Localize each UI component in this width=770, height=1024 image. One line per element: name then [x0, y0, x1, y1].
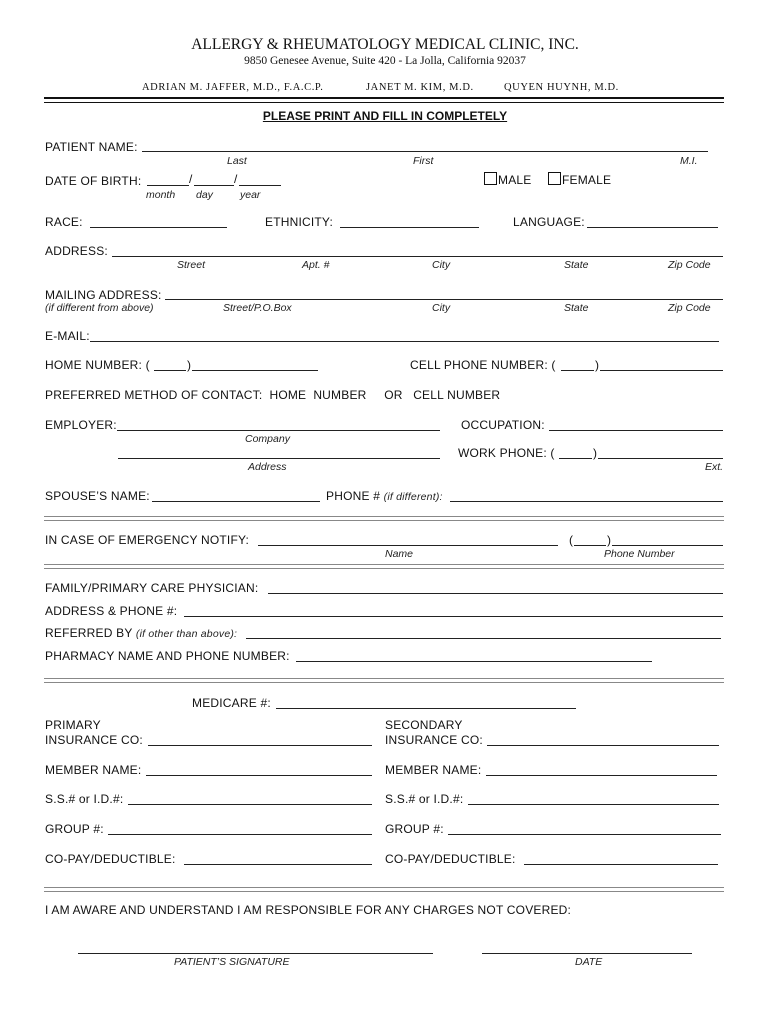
emergency-sub-name: Name — [385, 548, 414, 560]
emergency-area-code-field[interactable] — [574, 545, 606, 546]
clinic-name: ALLERGY & RHEUMATOLOGY MEDICAL CLINIC, INC. — [191, 36, 579, 53]
emergency-paren-open: ( — [569, 533, 574, 547]
spouse-name-label: SPOUSE’S NAME: — [45, 489, 150, 503]
doctor-huynh: QUYEN HUYNH, M.D. — [504, 82, 619, 93]
patient-name-label: PATIENT NAME: — [45, 140, 138, 154]
mailing-address-field[interactable] — [165, 299, 723, 300]
signature-label: PATIENT’S SIGNATURE — [174, 956, 290, 968]
home-paren-close: ) — [187, 358, 192, 372]
dob-year-field[interactable] — [239, 185, 281, 186]
dob-sub-year: year — [240, 189, 261, 201]
primary-group-label: GROUP #: — [45, 822, 104, 836]
primary-copay-field[interactable] — [184, 864, 372, 865]
primary-insurance-field[interactable] — [148, 745, 372, 746]
language-label: LANGUAGE: — [513, 215, 585, 229]
secondary-ss-label: S.S.# or I.D.#: — [385, 792, 464, 806]
signature-field[interactable] — [78, 953, 433, 954]
primary-insurance-label: INSURANCE CO: — [45, 733, 143, 747]
section-divider-3 — [44, 678, 724, 683]
emergency-phone-field[interactable] — [612, 545, 723, 546]
cell-number-label: CELL PHONE NUMBER: ( — [410, 358, 556, 372]
pharmacy-label: PHARMACY NAME AND PHONE NUMBER: — [45, 649, 290, 663]
work-phone-sub-ext: Ext. — [705, 461, 724, 473]
section-divider-2 — [44, 564, 724, 569]
mailing-sub-street: Street/P.O.Box — [223, 302, 292, 314]
employer-sub-address: Address — [248, 461, 287, 473]
address-sub-zip: Zip Code — [668, 259, 711, 271]
name-sub-first: First — [413, 155, 434, 167]
primary-copay-label: CO-PAY/DEDUCTIBLE: — [45, 852, 176, 866]
dob-month-field[interactable] — [147, 185, 189, 186]
secondary-group-field[interactable] — [448, 834, 721, 835]
language-field[interactable] — [587, 227, 718, 228]
occupation-field[interactable] — [549, 430, 723, 431]
family-physician-label: FAMILY/PRIMARY CARE PHYSICIAN: — [45, 581, 259, 595]
secondary-heading: SECONDARY — [385, 718, 463, 732]
preferred-contact: PREFERRED METHOD OF CONTACT: HOME NUMBER OR CELL NUMBER — [45, 388, 501, 402]
mailing-address-label: MAILING ADDRESS: — [45, 288, 162, 302]
secondary-insurance-field[interactable] — [487, 745, 719, 746]
acknowledgement-text: I AM AWARE AND UNDERSTAND I AM RESPONSIBLE FOR ANY CHARGES NOT COVERED: — [45, 903, 572, 917]
secondary-member-label: MEMBER NAME: — [385, 763, 482, 777]
referred-by-text: REFERRED BY — [45, 626, 133, 640]
header-rule — [44, 97, 724, 103]
patient-name-field[interactable] — [142, 151, 708, 152]
address-sub-street: Street — [177, 259, 206, 271]
primary-member-field[interactable] — [146, 775, 372, 776]
ethnicity-label: ETHNICITY: — [265, 215, 334, 229]
dob-sep-1: / — [189, 172, 193, 186]
female-option[interactable] — [548, 172, 611, 187]
home-number-field[interactable] — [192, 370, 318, 371]
address-sub-city: City — [432, 259, 451, 271]
primary-ss-label: S.S.# or I.D.#: — [45, 792, 124, 806]
doctor-jaffer: ADRIAN M. JAFFER, M.D., F.A.C.P. — [142, 82, 324, 93]
dob-sub-month: month — [146, 189, 176, 201]
address-sub-apt: Apt. # — [302, 259, 330, 271]
emergency-label: IN CASE OF EMERGENCY NOTIFY: — [45, 533, 250, 547]
spouse-phone-note: (if different): — [383, 491, 443, 503]
mailing-sub-zip: Zip Code — [668, 302, 711, 314]
medicare-field[interactable] — [276, 708, 576, 709]
spouse-name-field[interactable] — [152, 501, 320, 502]
work-phone-field[interactable] — [598, 458, 723, 459]
race-field[interactable] — [90, 227, 227, 228]
work-paren-close: ) — [593, 446, 598, 460]
address-sub-state: State — [564, 259, 589, 271]
referred-by-label[interactable] — [45, 626, 237, 640]
dob-sub-day: day — [196, 189, 213, 201]
home-area-code-field[interactable] — [154, 370, 186, 371]
occupation-label: OCCUPATION: — [461, 418, 545, 432]
work-phone-label: WORK PHONE: ( — [458, 446, 555, 460]
mailing-sub-state: State — [564, 302, 589, 314]
email-label: E-MAIL: — [45, 329, 90, 343]
cell-paren-close: ) — [595, 358, 600, 372]
emergency-sub-phone: Phone Number — [604, 548, 675, 560]
spouse-phone-label[interactable] — [326, 489, 443, 503]
work-area-code-field[interactable] — [559, 458, 592, 459]
primary-ss-field[interactable] — [128, 804, 372, 805]
address-label: ADDRESS: — [45, 244, 108, 258]
primary-group-field[interactable] — [108, 834, 372, 835]
dob-day-field[interactable] — [194, 185, 234, 186]
female-label: FEMALE — [562, 173, 612, 187]
date-field[interactable] — [482, 953, 692, 954]
email-field[interactable] — [90, 341, 719, 342]
spouse-phone-field[interactable] — [450, 501, 723, 502]
employer-label: EMPLOYER: — [45, 418, 117, 432]
secondary-copay-label: CO-PAY/DEDUCTIBLE: — [385, 852, 516, 866]
home-number-label: HOME NUMBER: ( — [45, 358, 150, 372]
date-label: DATE — [575, 956, 603, 968]
family-physician-field[interactable] — [268, 593, 723, 594]
doctor-kim: JANET M. KIM, M.D. — [366, 82, 474, 93]
male-checkbox[interactable] — [484, 172, 497, 185]
mailing-sub-note: (if different from above) — [45, 302, 154, 314]
instruction-heading: PLEASE PRINT AND FILL IN COMPLETELY — [262, 109, 508, 123]
physician-address-field[interactable] — [184, 616, 723, 617]
name-sub-mi: M.I. — [680, 155, 698, 167]
medicare-label: MEDICARE #: — [192, 696, 271, 710]
referred-by-note: (if other than above): — [135, 628, 238, 640]
section-divider-4 — [44, 887, 724, 892]
physician-address-label: ADDRESS & PHONE #: — [45, 604, 178, 618]
cell-number-field[interactable] — [600, 370, 723, 371]
employer-sub-company: Company — [245, 433, 290, 445]
address-field[interactable] — [112, 256, 723, 257]
referred-by-field[interactable] — [246, 638, 721, 639]
employer-field[interactable] — [117, 430, 440, 431]
cell-area-code-field[interactable] — [561, 370, 594, 371]
ethnicity-field[interactable] — [340, 227, 479, 228]
emergency-name-field[interactable] — [258, 545, 558, 546]
name-sub-last: Last — [227, 155, 247, 167]
female-checkbox[interactable] — [548, 172, 561, 185]
dob-sep-2: / — [234, 172, 238, 186]
secondary-member-field[interactable] — [486, 775, 717, 776]
primary-member-label: MEMBER NAME: — [45, 763, 142, 777]
secondary-insurance-label: INSURANCE CO: — [385, 733, 483, 747]
secondary-group-label: GROUP #: — [385, 822, 444, 836]
mailing-sub-city: City — [432, 302, 451, 314]
pharmacy-field[interactable] — [296, 661, 652, 662]
male-option[interactable] — [484, 172, 531, 187]
dob-label: DATE OF BIRTH: — [45, 174, 142, 188]
emergency-paren-close: ) — [607, 533, 612, 547]
race-label: RACE: — [45, 215, 83, 229]
spouse-phone-hash: PHONE # — [326, 489, 381, 503]
clinic-address: 9850 Genesee Avenue, Suite 420 - La Jolla, California 92037 — [244, 55, 526, 67]
primary-heading: PRIMARY — [45, 718, 101, 732]
employer-address-field[interactable] — [118, 458, 440, 459]
secondary-ss-field[interactable] — [468, 804, 719, 805]
secondary-copay-field[interactable] — [524, 864, 718, 865]
section-divider-1 — [44, 516, 724, 521]
male-label: MALE — [498, 173, 532, 187]
